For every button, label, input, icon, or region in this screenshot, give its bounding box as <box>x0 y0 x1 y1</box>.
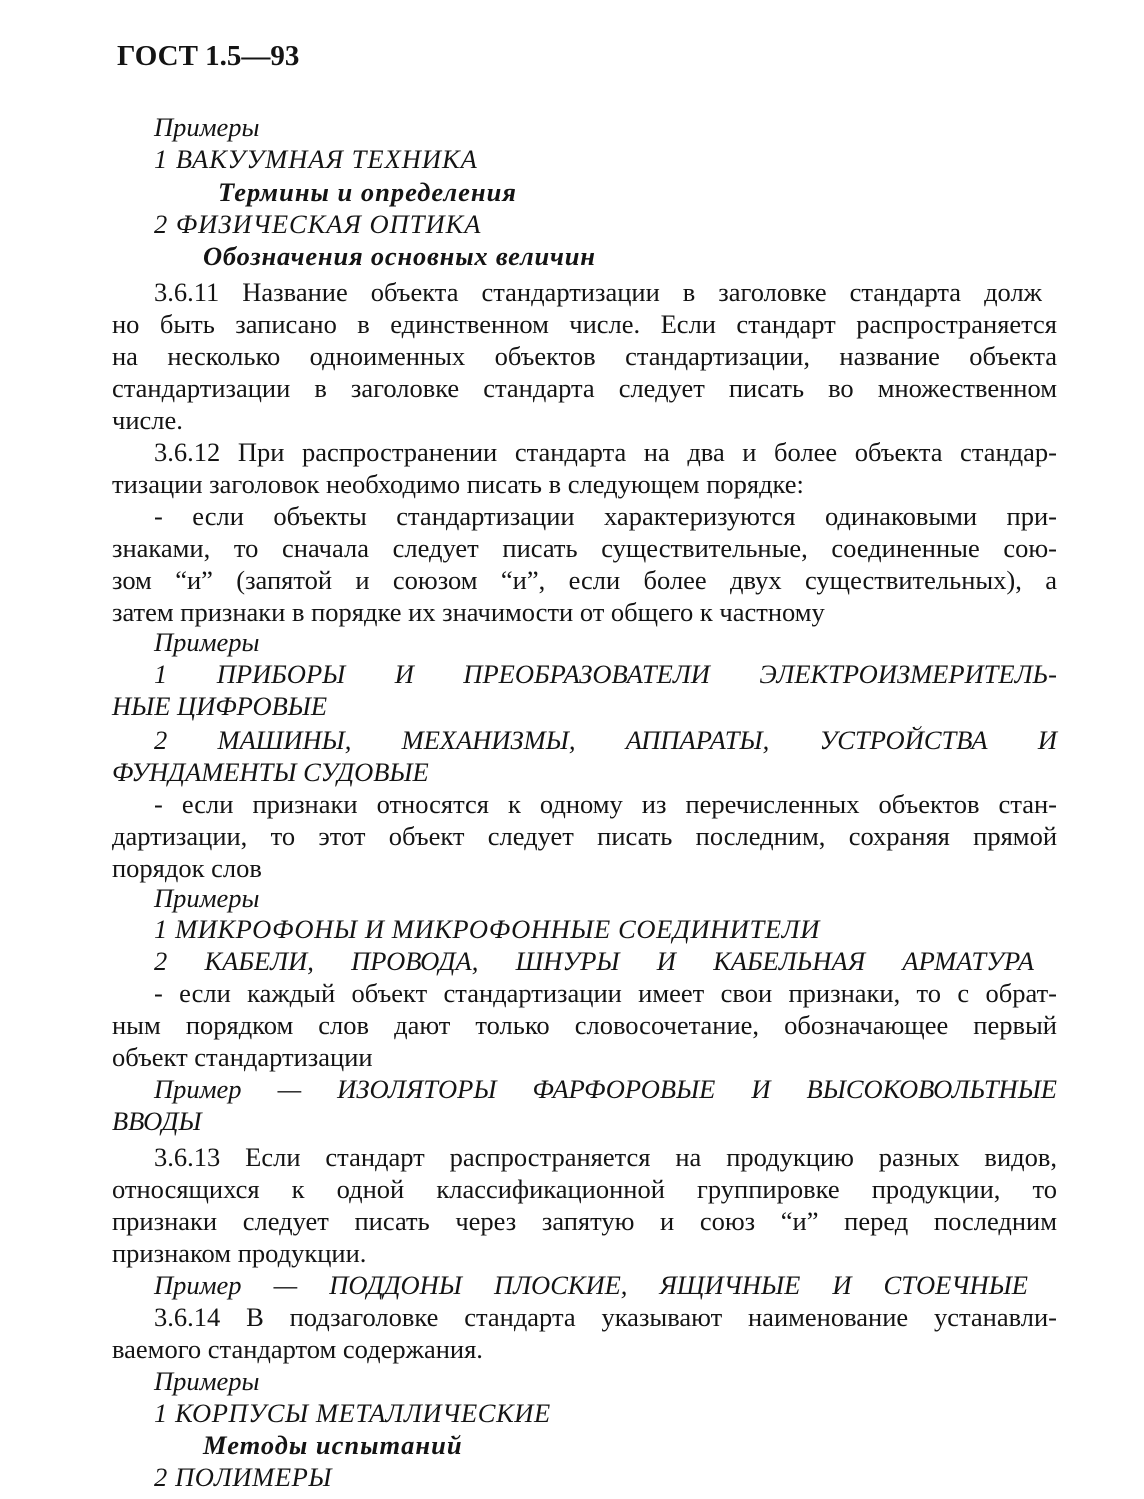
line-text: 3.6.13 Если стандарт распространяется на продукцию разных видов, <box>154 1142 1057 1172</box>
paragraph-line <box>112 1205 1057 1237</box>
paragraph-line: числе. <box>112 405 183 435</box>
line-text: ным порядком слов дают только словосочетание, обозначающее первый <box>112 1010 1057 1040</box>
line-text: - если каждый объект стандартизации имеет свои признаки, то с обрат- <box>154 978 1057 1008</box>
line-text: Пример — ИЗОЛЯТОРЫ ФАРФОРОВЫЕ И ВЫСОКОВОЛЬТНЫЕ <box>154 1074 1057 1104</box>
line-text: Пример — ПОДДОНЫ ПЛОСКИЕ, ЯЩИЧНЫЕ И СТОЕЧНЫЕ <box>154 1270 1028 1300</box>
example-heading: ВВОДЫ <box>112 1106 202 1136</box>
example-heading: 2 ПОЛИМЕРЫ <box>154 1462 333 1492</box>
example-heading: 2 ФИЗИЧЕСКАЯ ОПТИКА <box>154 209 482 239</box>
line-text: 2 КАБЕЛИ, ПРОВОДА, ШНУРЫ И КАБЕЛЬНАЯ АРМАТУРА <box>154 946 1034 976</box>
paragraph-line <box>112 564 1057 596</box>
line-text: 3.6.14 В подзаголовке стандарта указывают наименование устанавли- <box>154 1302 1057 1332</box>
example-subheading: Методы испытаний <box>203 1430 463 1460</box>
line-text: - если объекты стандартизации характеризуются одинаковыми при- <box>154 501 1057 531</box>
paragraph-line: порядок слов <box>112 853 262 883</box>
example-heading: 1 КОРПУСЫ МЕТАЛЛИЧЕСКИЕ <box>154 1398 551 1428</box>
paragraph-line <box>154 1301 1057 1333</box>
paragraph-line <box>112 1009 1057 1041</box>
paragraph-line <box>154 276 1042 308</box>
example-heading <box>154 945 1034 977</box>
example-heading: ФУНДАМЕНТЫ СУДОВЫЕ <box>112 757 429 787</box>
running-header: ГОСТ 1.5—93 <box>117 40 300 72</box>
paragraph-line <box>112 308 1057 340</box>
example-label: Примеры <box>154 112 260 142</box>
paragraph-line <box>154 500 1057 532</box>
paragraph-line <box>112 532 1057 564</box>
line-text: признаки следует писать через запятую и союз “и” перед последним <box>112 1206 1057 1236</box>
paragraph-line <box>112 820 1057 852</box>
line-text: 1 ПРИБОРЫ И ПРЕОБРАЗОВАТЕЛИ ЭЛЕКТРОИЗМЕРИТЕЛЬ- <box>154 659 1057 689</box>
paragraph-line: объект стандартизации <box>112 1042 373 1072</box>
example-subheading: Обозначения основных величин <box>203 241 596 271</box>
example-heading <box>154 658 1057 690</box>
line-text: относящихся к одной классификационной группировке продукции, то <box>112 1174 1057 1204</box>
example-heading: 1 ВАКУУМНАЯ ТЕХНИКА <box>154 144 478 174</box>
example-label: Примеры <box>154 1366 260 1396</box>
paragraph-line <box>112 372 1057 404</box>
example-label: Примеры <box>154 883 260 913</box>
paragraph-line: признаком продукции. <box>112 1238 367 1268</box>
line-text: но быть записано в единственном числе. Если стандарт распространяется <box>112 309 1057 339</box>
paragraph-line <box>154 1141 1057 1173</box>
line-text: знаками, то сначала следует писать существительные, соединенные сою- <box>112 533 1057 563</box>
line-text: - если признаки относятся к одному из перечисленных объектов стан- <box>154 789 1057 819</box>
paragraph-line: затем признаки в порядке их значимости от общего к частному <box>112 597 825 627</box>
example-label: Примеры <box>154 627 260 657</box>
example-heading <box>154 1269 1028 1301</box>
paragraph-line <box>154 436 1057 468</box>
example-heading: 1 МИКРОФОНЫ И МИКРОФОННЫЕ СОЕДИНИТЕЛИ <box>154 914 820 944</box>
line-text: на несколько одноименных объектов стандартизации, название объекта <box>112 341 1057 371</box>
line-text: стандартизации в заголовке стандарта следует писать во множественном <box>112 373 1057 403</box>
paragraph-line: тизации заголовок необходимо писать в следующем порядке: <box>112 469 804 499</box>
line-text: 2 МАШИНЫ, МЕХАНИЗМЫ, АППАРАТЫ, УСТРОЙСТВА И <box>154 725 1057 755</box>
paragraph-line <box>112 340 1057 372</box>
example-subheading: Термины и определения <box>218 177 517 207</box>
paragraph-line <box>112 1173 1057 1205</box>
line-text: 3.6.11 Название объекта стандартизации в заголовке стандарта долж <box>154 277 1042 307</box>
example-heading: НЫЕ ЦИФРОВЫЕ <box>112 691 328 721</box>
example-heading <box>154 724 1057 756</box>
paragraph-line <box>154 788 1057 820</box>
paragraph-line <box>154 977 1057 1009</box>
paragraph-line: ваемого стандартом содержания. <box>112 1334 483 1364</box>
example-heading <box>154 1073 1057 1105</box>
line-text: 3.6.12 При распространении стандарта на два и более объекта стандар- <box>154 437 1057 467</box>
line-text: дартизации, то этот объект следует писать последним, сохраняя прямой <box>112 821 1057 851</box>
line-text: зом “и” (запятой и союзом “и”, если более двух существительных), а <box>112 565 1057 595</box>
